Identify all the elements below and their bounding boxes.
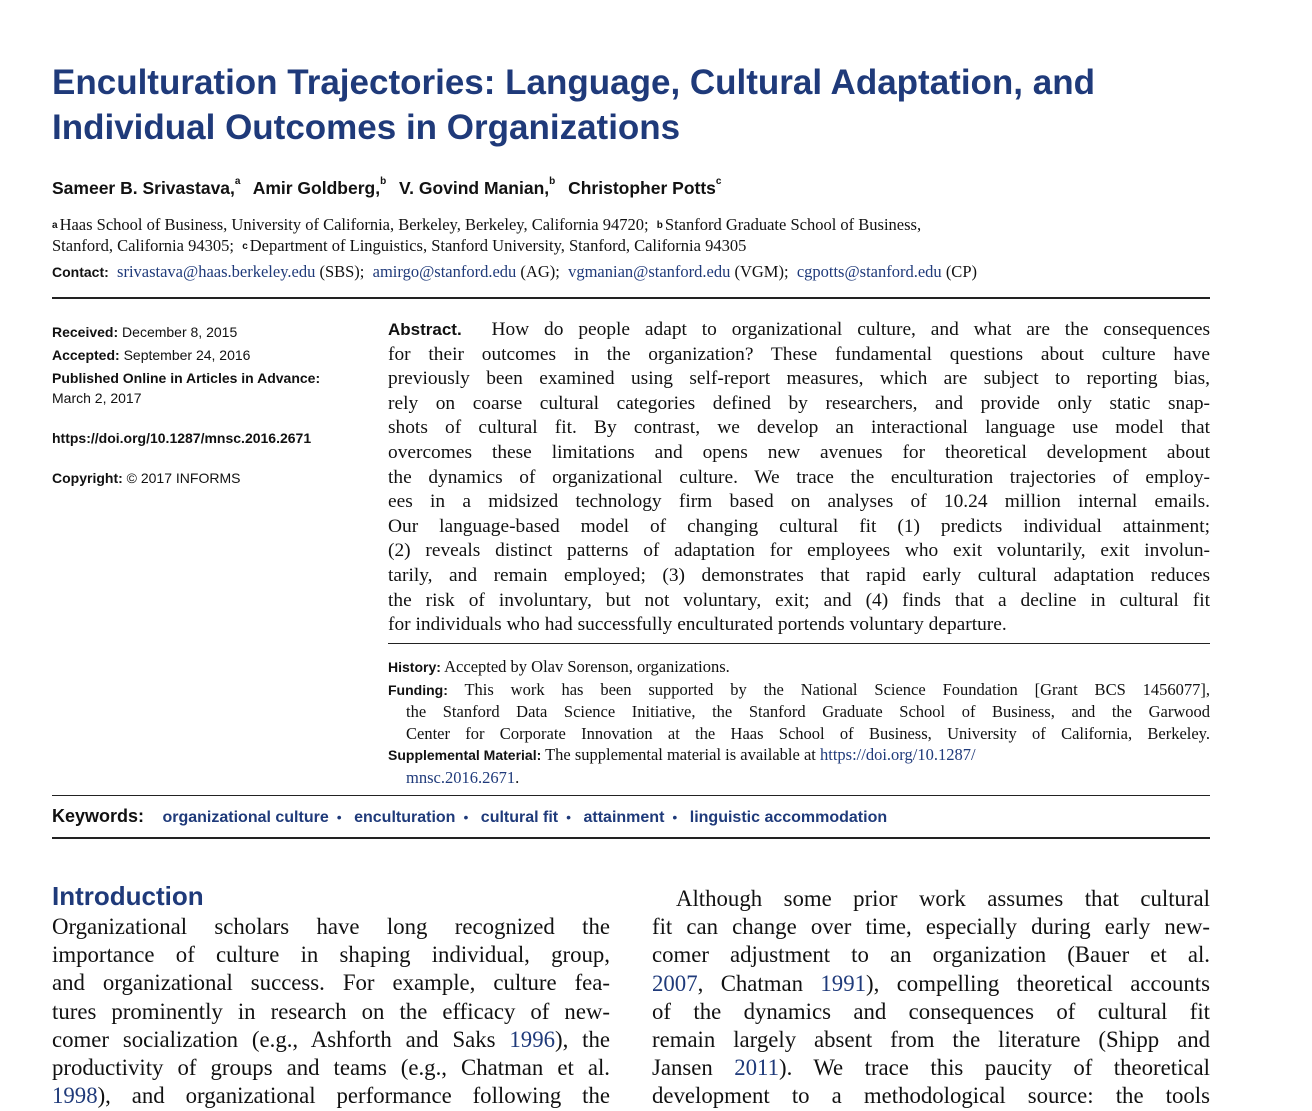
keywords-divider (52, 837, 1210, 839)
body-line: Although some prior work assumes that cultural (676, 886, 1210, 911)
body-line: and organizational success. For example, culture fea- (52, 970, 610, 996)
body-line: development to a methodological source: the tools (652, 1083, 1210, 1109)
body-line: of the dynamics and consequences of cultural fit (652, 998, 1210, 1024)
abstract-line: tarily, and remain employed; (3) demonstrates that rapid early cultural adaptation reduces (388, 564, 1210, 586)
received-date: December 8, 2015 (122, 324, 238, 340)
author-initials: (CP) (945, 262, 977, 281)
body-line: comer adjustment to an organization (Bauer et al. (652, 942, 1210, 968)
abstract-line: for their outcomes in the organization? These fundamental questions about culture have (388, 343, 1210, 365)
abstract-line: overcomes these limitations and opens new avenues for theoretical development about (388, 441, 1210, 463)
abstract-line: How do people adapt to organizational culture, and what are the consequences (491, 319, 1210, 340)
body-line: productivity of groups and teams (e.g., Chatman et al. (52, 1054, 610, 1080)
abstract-label: Abstract. (388, 320, 462, 339)
abstract-line: shots of cultural fit. By contrast, we develop an interactional language use model that (388, 417, 1210, 439)
paper-title (52, 60, 1232, 150)
citation-link[interactable]: 2011 (734, 1055, 779, 1081)
author-name: V. Govind Manian, (399, 178, 550, 198)
supplemental-end: . (515, 767, 520, 787)
notes-divider (52, 795, 1210, 796)
body-column-left (52, 913, 610, 1110)
body-column-right (652, 885, 1210, 1111)
article-meta (52, 322, 362, 488)
keywords-label: Keywords: (52, 806, 145, 826)
abstract-line: (2) reveals distinct patterns of adaptation for employees who exit voluntarily, exit involun- (388, 540, 1210, 562)
affiliations (52, 214, 1212, 256)
keyword-link[interactable]: organizational culture (162, 809, 329, 826)
email-link[interactable]: vgmanian@stanford.edu (568, 262, 731, 281)
body-line: importance of culture in shaping individual, group, (52, 942, 610, 968)
author-name: Christopher Potts (568, 178, 716, 198)
history-value: Accepted by Olav Sorenson, organizations. (444, 657, 730, 676)
published-date: March 2, 2017 (52, 390, 142, 406)
citation-link[interactable]: 1996 (509, 1026, 555, 1052)
history-label: History: (388, 659, 441, 675)
affiliation-text: Haas School of Business, University of California, Berkeley, Berkeley, California 94720; (59, 215, 649, 234)
author-name: Amir Goldberg, (252, 178, 381, 198)
author-initials: (SBS); (319, 262, 365, 281)
copyright-value: © 2017 INFORMS (126, 470, 241, 486)
article-notes (388, 656, 1210, 788)
bullet-icon: • (566, 809, 572, 825)
body-line: 1998), and organizational performance following the (52, 1083, 610, 1109)
bullet-icon: • (672, 809, 678, 825)
body-line: remain largely absent from the literature (Shipp and (652, 1026, 1210, 1052)
affiliation-text: Stanford Graduate School of Business, (664, 215, 922, 234)
supplemental-link[interactable]: mnsc.2016.2671 (406, 767, 516, 787)
title-line: Enculturation Trajectories: Language, Cultural Adaptation, and (52, 63, 1095, 102)
keyword-link[interactable]: cultural fit (480, 809, 559, 826)
author-initials: (AG); (520, 262, 560, 281)
author-name: Sameer B. Srivastava, (52, 178, 235, 198)
supplemental-link[interactable]: https://doi.org/10.1287/ (820, 745, 976, 764)
accepted-label: Accepted: (52, 347, 120, 363)
body-line: Organizational scholars have long recognized the (52, 914, 610, 939)
email-link[interactable]: cgpotts@stanford.edu (796, 262, 942, 281)
abstract-line: ees in a midsized technology firm based on analyses of 10.24 million internal emails. (388, 491, 1210, 513)
author-affil-marker: b (380, 176, 387, 187)
contact-line (52, 262, 1212, 282)
citation-link[interactable]: 1998 (52, 1083, 98, 1109)
affil-marker: c (242, 241, 248, 252)
body-line: fit can change over time, especially during early new- (652, 914, 1210, 940)
affiliation-text: Stanford, California 94305; (52, 236, 234, 255)
bullet-icon: • (463, 809, 469, 825)
published-label: Published Online in Articles in Advance: (52, 370, 321, 386)
author-list (52, 178, 1212, 199)
received-label: Received: (52, 324, 119, 340)
keyword-link[interactable]: linguistic accommodation (689, 809, 888, 826)
affil-marker: b (656, 220, 663, 231)
supplemental-text: The supplemental material is available at (545, 745, 816, 764)
header-divider (52, 297, 1210, 299)
abstract-line: rely on coarse cultural categories defined by researchers, and provide only static snap- (388, 392, 1210, 414)
affil-marker: a (52, 220, 58, 231)
body-line: 2007, Chatman 1991), compelling theoretical accounts (652, 970, 1211, 996)
author-affil-marker: a (234, 176, 241, 187)
abstract (388, 318, 1210, 638)
contact-label: Contact: (52, 264, 109, 280)
keyword-link[interactable]: enculturation (354, 809, 456, 826)
body-line: Jansen 2011). We trace this paucity of theoretical (652, 1055, 1210, 1081)
body-line: comer socialization (e.g., Ashforth and Saks 1996), the (52, 1026, 610, 1052)
email-link[interactable]: amirgo@stanford.edu (372, 262, 517, 281)
citation-link[interactable]: 2007 (652, 970, 698, 996)
funding-text: the Stanford Data Science Initiative, the Stanford Graduate School of Business, and the Garwood (406, 702, 1210, 721)
abstract-line: previously been examined using self-report measures, which are subject to reporting bias, (388, 368, 1210, 390)
title-line: Individual Outcomes in Organizations (52, 108, 681, 147)
author-affil-marker: b (549, 176, 556, 187)
abstract-line: Our language-based model of changing cultural fit (1) predicts individual attainment; (388, 515, 1210, 537)
email-link[interactable]: srivastava@haas.berkeley.edu (117, 262, 316, 281)
copyright-label: Copyright: (52, 470, 123, 486)
abstract-divider (388, 643, 1210, 644)
abstract-line: the risk of involuntary, but not voluntary, exit; and (4) finds that a decline in cultural fit (388, 589, 1210, 611)
abstract-line: for individuals who had successfully enculturated portends voluntary departure. (388, 614, 1007, 636)
funding-text: Center for Corporate Innovation at the Haas School of Business, University of California, Berkeley. (406, 723, 1210, 743)
section-heading-introduction: Introduction (52, 881, 204, 911)
keywords (52, 806, 1212, 827)
affiliation-text: Department of Linguistics, Stanford University, Stanford, California 94305 (249, 236, 747, 255)
supplemental-label: Supplemental Material: (388, 747, 542, 763)
body-line: tures prominently in research on the efficacy of new- (52, 998, 610, 1024)
author-affil-marker: c (715, 176, 722, 187)
accepted-date: September 24, 2016 (123, 347, 251, 363)
author-initials: (VGM); (734, 262, 789, 281)
funding-label: Funding: (388, 681, 448, 698)
bullet-icon: • (336, 809, 342, 825)
abstract-line: the dynamics of organizational culture. We trace the enculturation trajectories of employ- (388, 466, 1210, 488)
citation-link[interactable]: 1991 (820, 970, 866, 996)
doi-link[interactable]: https://doi.org/10.1287/mnsc.2016.2671 (52, 430, 312, 446)
funding-text: This work has been supported by the National Science Foundation [Grant BCS 1456077], (464, 679, 1210, 699)
keyword-link[interactable]: attainment (583, 809, 665, 826)
